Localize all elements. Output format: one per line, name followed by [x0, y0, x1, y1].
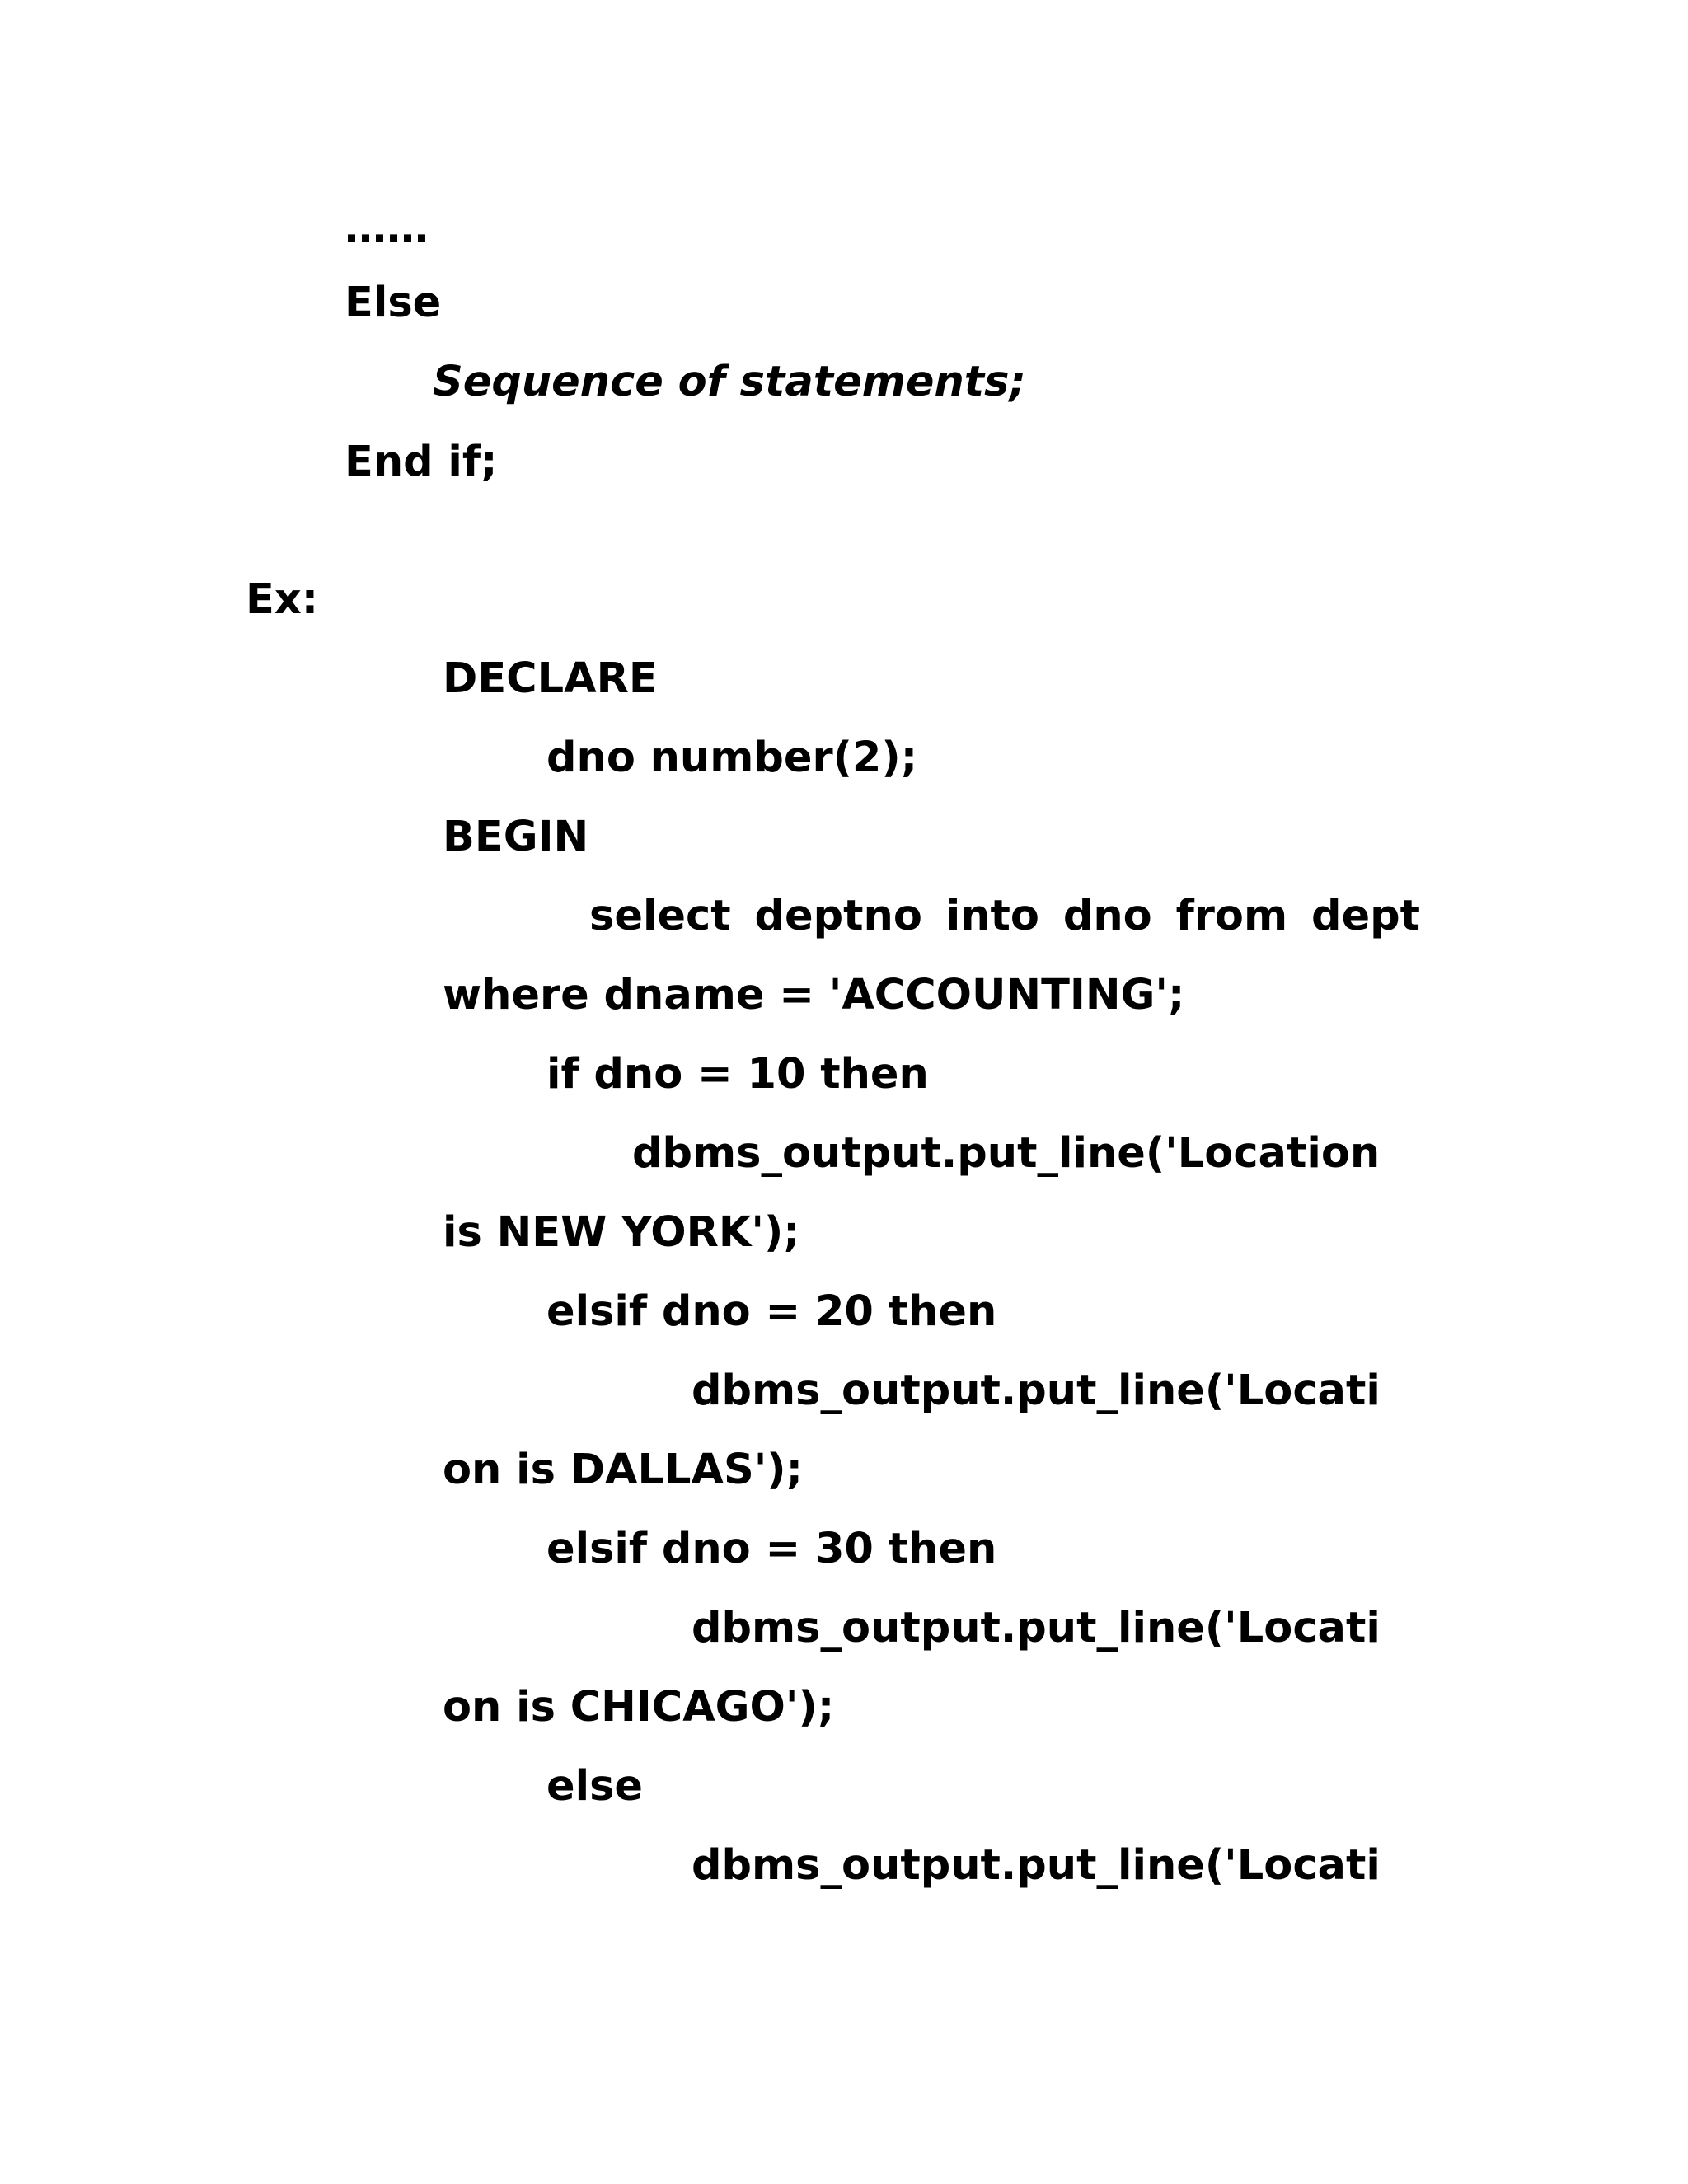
code-line: select deptno into dno from dept: [589, 892, 1420, 940]
code-line: dbms_output.put_line('Locati: [692, 1366, 1381, 1415]
code-line: is NEW YORK');: [443, 1208, 800, 1257]
code-line: dno number(2);: [546, 733, 918, 782]
sequence-of-statements: Sequence of statements;: [433, 358, 1026, 406]
code-line: on is CHICAGO');: [443, 1683, 835, 1732]
code-line: else: [546, 1762, 644, 1811]
code-line: if dno = 10 then: [546, 1050, 929, 1099]
ellipsis-text: ……: [345, 204, 429, 253]
code-line: elsif dno = 30 then: [546, 1525, 997, 1573]
else-keyword: Else: [345, 279, 442, 327]
code-line: on is DALLAS');: [443, 1446, 804, 1494]
code-line: DECLARE: [443, 654, 658, 703]
code-line: elsif dno = 20 then: [546, 1287, 997, 1336]
code-line: dbms_output.put_line('Locati: [692, 1841, 1381, 1890]
code-line: dbms_output.put_line('Location: [632, 1129, 1381, 1178]
code-line: BEGIN: [443, 813, 589, 861]
example-label: Ex:: [246, 575, 319, 624]
code-line: where dname = 'ACCOUNTING';: [443, 971, 1185, 1019]
end-if-keyword: End if;: [345, 438, 498, 486]
code-line: dbms_output.put_line('Locati: [692, 1604, 1381, 1652]
